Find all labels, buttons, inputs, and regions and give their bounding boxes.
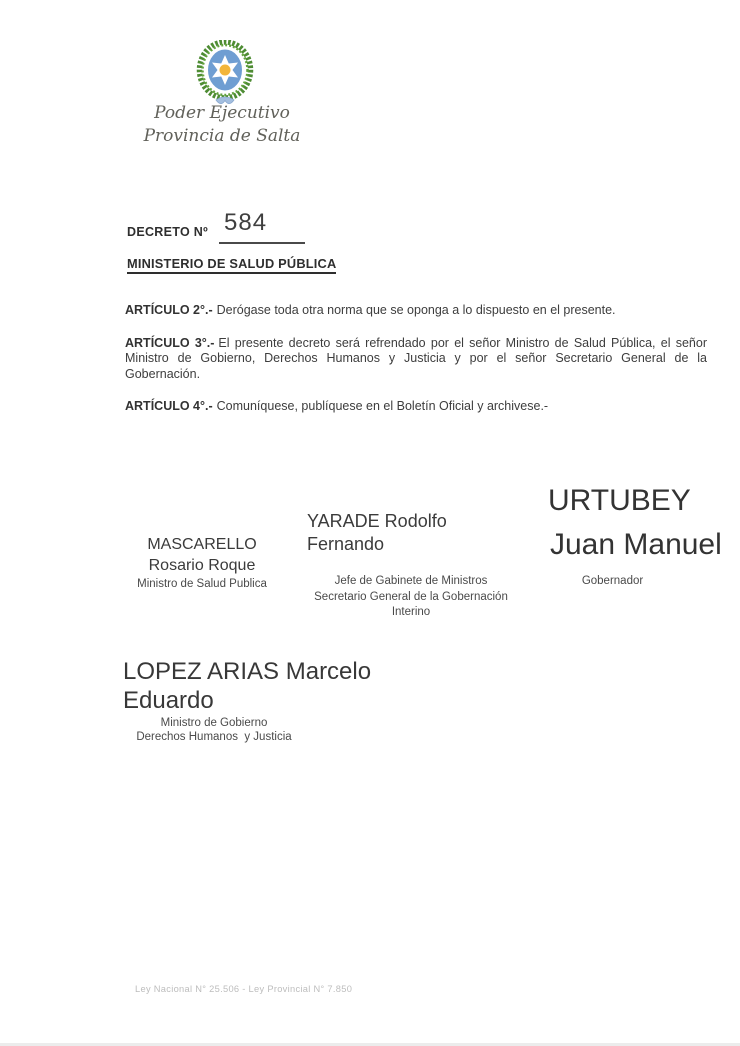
- signature-title: Ministro de Salud Publica: [137, 578, 267, 590]
- decree-label: DECRETO Nº: [127, 225, 208, 239]
- article-4-text: Comuníquese, publíquese en el Boletín Oficial y archivese.-: [216, 399, 549, 414]
- signature-yarade-title: [300, 574, 522, 621]
- footer-law-reference: Ley Nacional N° 25.506 - Ley Provincial N° 7.850: [135, 984, 353, 994]
- signature-lopez-arias: [123, 657, 383, 715]
- article-4-heading: ARTÍCULO 4°.-: [125, 399, 213, 414]
- signature-title: Jefe de Gabinete de Ministros: [334, 575, 488, 587]
- signature-name: LOPEZ ARIAS Marcelo: [123, 658, 372, 685]
- article-3-text: El presente decreto será refrendado por el señor Ministro de Salud Pública, el señor Ministro de Gobierno, Derechos Humanos y Justicia y por el señor Secretario General de la Gobernación.: [125, 335, 708, 381]
- article-2-heading: ARTÍCULO 2°.-: [125, 303, 213, 317]
- signature-name: Eduardo: [123, 687, 214, 714]
- article-2-text: Derógase toda otra norma que se oponga a lo dispuesto en el presente.: [216, 303, 616, 317]
- ministry-title: MINISTERIO DE SALUD PÚBLICA: [127, 256, 336, 274]
- letterhead: [132, 102, 312, 148]
- signature-title: Interino: [391, 606, 431, 618]
- decree-body: [125, 303, 707, 432]
- decree-number: 584: [224, 209, 268, 236]
- signature-title: Secretario General de la Gobernación: [314, 590, 508, 603]
- signature-yarade: [307, 510, 517, 556]
- decree-number-underline: [219, 242, 305, 244]
- signature-name: MASCARELLO: [147, 536, 257, 553]
- signature-name: YARADE Rodolfo: [307, 511, 447, 531]
- sun: [220, 65, 231, 76]
- signature-mascarello: [118, 535, 286, 590]
- signature-name: Juan Manuel: [550, 528, 722, 561]
- signature-title: Derechos Humanos y Justicia: [136, 730, 292, 743]
- signature-lopez-arias-title: [123, 717, 305, 744]
- signature-title: Ministro de Gobierno: [160, 717, 268, 729]
- letterhead-line1: Poder Ejecutivo: [154, 103, 290, 123]
- article-4: [125, 399, 707, 415]
- signature-name: Rosario Roque: [148, 556, 256, 574]
- signature-name: URTUBEY: [548, 484, 691, 517]
- signature-name: Fernando: [307, 534, 385, 554]
- signature-urtubey: [548, 479, 738, 567]
- signature-urtubey-title: Gobernador: [581, 575, 644, 587]
- article-3-heading: ARTÍCULO 3°.-: [125, 335, 215, 350]
- article-2: [125, 303, 707, 319]
- article-3: [125, 336, 707, 383]
- letterhead-line2: Provincia de Salta: [143, 126, 301, 146]
